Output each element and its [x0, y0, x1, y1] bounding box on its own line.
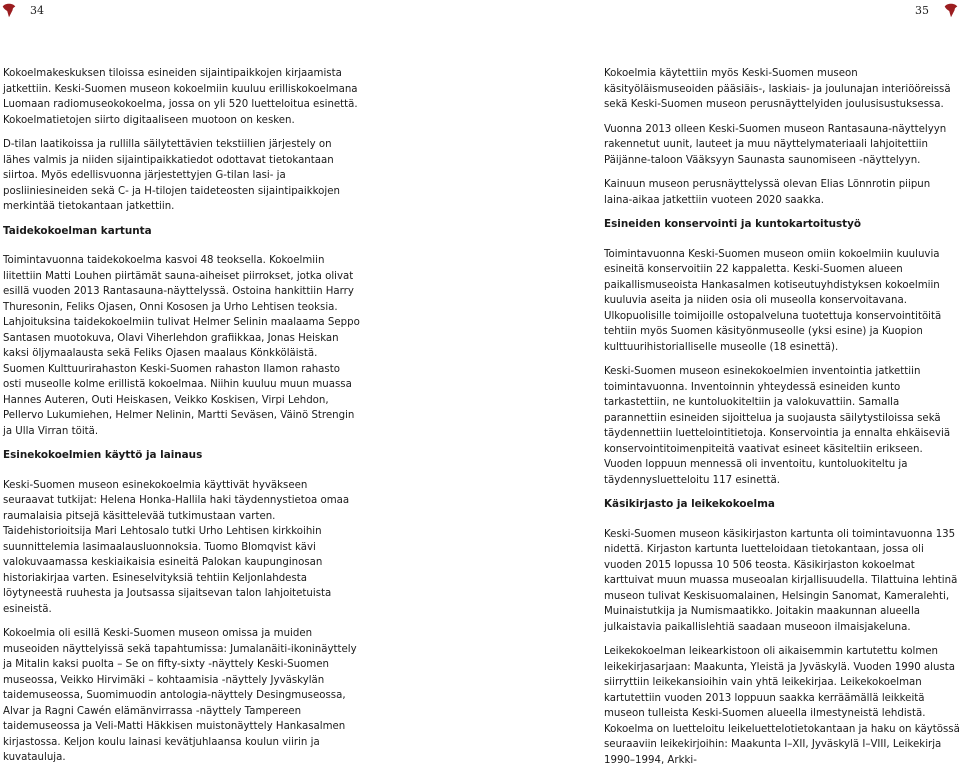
section-heading: Esinekokoelmien käyttö ja lainaus — [3, 449, 203, 461]
left-text-column — [3, 66, 361, 775]
paragraph: Keski-Suomen museon käsikirjaston kartunta oli toimintavuonna 135 nidettä. Kirjaston kartunta luetteloidaan tietokantaan, jossa oli vuoden 2015 lopussa 10 506 teosta. Käsikirjaston kokoelmat karttuivat muun muassa museoalan kirjallisuudella. Tilattuina lehtinä museon tulivat Keskisuomalainen, Helsingin Sanomat, Kameralehti, Muinaistutkija ja Numismaatikko. Joitakin maakunnan alueella julkaistavia paikallislehtiä saadaan museoon ilmaisjakeluna. — [604, 528, 958, 633]
page-number-right: 35 — [915, 4, 929, 17]
paragraph: Toimintavuonna Keski-Suomen museon omiin kokoelmiin kuuluvia esineitä konservoitiin 22 kappaletta. Keski-Suomen alueen paikallismuseoista Hankasalmen kotiseutuyhdistyksen kokoelmiin kuuluvia aseita ja niiden osia oli museolla konservoitavana. Ulkopuolisille toimijoille ostopalveluna tuotettuja konservointitöitä tehtiin myös Suomen käsityönmuseolle (yksi esine) ja Kuopion kulttuurihistorialliselle museolle (18 esinettä). — [604, 248, 942, 353]
section-heading: Taidekokoelman kartunta — [3, 224, 152, 237]
paragraph: Keski-Suomen museon esinekokoelmia käyttivät hyväkseen seuraavat tutkijat: Helena Honka-Hallila haki täydennystietoa omaa raumalaisia pitsejä käsittelevää tutkimustaan varten. Taidehistorioitsija Mari Lehtosalo tutki Urho Lehtisen kirkkoihin suunnittelemia lasimaalausluonnoksia. Tuomo Blomqvist kävi valokuvaamassa keskiaikaisia esineitä Palokan kaupunginosan historiakirjaa varten. Esineselvityksiä tehtiin Keljonlahdesta löytyneestä ruuhesta ja Joutsassa sijaitsevan talon lahjoitetuista esineistä. — [3, 479, 350, 615]
paragraph: Kokoelmia käytettiin myös Keski-Suomen museon käsityöläismuseoiden pääsiäis-, laskiais- ja joulunajan interiööreissä sekä Keski-Suomen museon perusnäyttelyiden joulusisustuksessa. — [604, 68, 951, 110]
paragraph: Toimintavuonna taidekokoelma kasvoi 48 teoksella. Kokoelmiin liitettiin Matti Louhen piirtämät sauna-aiheiset piirrokset, jotka olivat esillä vuoden 2013 Rantasauna-näyttelyssä. Ostoina hankittiin Harry Thuresonin, Feliks Ojasen, Onni Kososen ja Urho Lehtisen teoksia. Lahjoituksina taidekokoelmiin tulivat Helmer Selinin maalaama Seppo Santasen muotokuva, Olavi Viherlehdon grafiikkaa, Jonas Heiskan kaksi öljymaalausta sekä Feliks Ojasen maalaus Könkköläistä. Suomen Kulttuurirahaston Keski-Suomen rahaston Ilamon rahasto osti museolle kolme erillistä kokoelmaa. Niihin kuuluu muun muassa Hannes Auteren, Outi Heiskasen, Veikko Koskisen, Virpi Lehdon, Pellervo Lukumiehen, Helmer Nelinin, Martti Seväsen, Väinö Strengin ja Ulla Virran töitä. — [3, 255, 360, 437]
paragraph: Leikekokoelman leikearkistoon oli aikaisemmin kartutettu kolmen leikekirjasarjaan: Maakunta, Yleistä ja Jyväskylä. Vuoden 1990 alusta siirryttiin leikekansioihin vain yhtä leikekirjaa. Leikekokoelman kartutettiin vuoden 2013 loppuun saakka kerräämällä leikkeitä museon tulleista Keski-Suomen alueella ilmestyneistä lehdistä. Kokoelma on luetteloitu leikeluettelotietokantaan ja haku on käytössä seuraaviin leikekirjoihin: Maakunta I–XII, Jyväskylä I–VIII, Leikekirja 1990–1994, Arkki- — [604, 646, 960, 766]
paragraph: Kokoelmia oli esillä Keski-Suomen museon omissa ja muiden museoiden näyttelyissä sekä tapahtumissa: Jumalanäiti-ikoninäyttely ja Mitalin kaksi puolta – Se on fifty-sixty -näyttely Keski-Suomen museossa, Veikko Hirvimäki – kohtaamisia -näyttely Jyväskylän taidemuseossa, Suomimuodin antologia-näyttely Desingmuseossa, Alvar ja Ragni Cawén elämänvirrassa -näyttely Tampereen taidemuseossa ja Veli-Matti Häkkisen muistonäyttely Hankasalmen kirjastossa. Keljon koulu lainasi kevätjuhlaansa koulun viirin ja kuvatauluja. — [3, 628, 357, 763]
museum-logo-icon — [942, 2, 960, 20]
paragraph: D-tilan laatikoissa ja rullilla säilytettävien tekstiilien järjestely on lähes valmis ja niiden sijaintipaikkatiedot odottavat tietokantaan siirtoa. Myös edellisvuonna järjestettyjen G-tilan lasi- ja posliiniesineiden sekä C- ja H-tilojen taideteosten sijaintipaikkojen merkintää tietokantaan jatkettiin. — [3, 139, 340, 212]
paragraph: Kokoelmakeskuksen tiloissa esineiden sijaintipaikkojen kirjaamista jatkettiin. Keski-Suomen museon kokoelmiin kuuluu erilliskokoelmana Luomaan radiomuseokokoelma, jossa on yli 520 luetteloitua esinettä. Kokoelmatietojen siirto digitaaliseen muotoon on kesken. — [3, 68, 358, 126]
page-number-left: 34 — [30, 4, 44, 17]
section-heading: Esineiden konservointi ja kuntokartoitustyö — [604, 218, 862, 230]
museum-logo-icon — [0, 2, 18, 20]
paragraph: Keski-Suomen museon esinekokoelmien inventointia jatkettiin toimintavuonna. Inventoinnin yhteydessä esineiden kunto tarkastettiin, ne kuntoluokiteltiin ja valokuvattiin. Samalla parannettiin esineiden sijoittelua ja suojausta säilytystiloissa sekä täydennettiin luettelointitietoja. Konservointia ja ennalta ehkäiseviä konservointitoimenpiteitä vaativat esineet käsiteltiin erikseen. Vuoden loppuun mennessä oli inventoitu, kuntoluokiteltu ja täydennysluetteloitu 117 esinettä. — [604, 366, 951, 486]
paragraph: Kainuun museon perusnäyttelyssä olevan Elias Lönnrotin piipun laina-aikaa jatkettiin vuoteen 2020 saakka. — [604, 179, 931, 206]
right-text-column — [604, 66, 960, 777]
paragraph: Vuonna 2013 olleen Keski-Suomen museon Rantasauna-näyttelyyn rakennetut uunit, lauteet ja muu näyttelymateriaali lahjoitettiin Päijänne-taloon Vääksyyn Saunasta saunomiseen -näyttelyyn. — [604, 123, 947, 166]
section-heading: Käsikirjasto ja leikekokoelma — [604, 498, 775, 510]
